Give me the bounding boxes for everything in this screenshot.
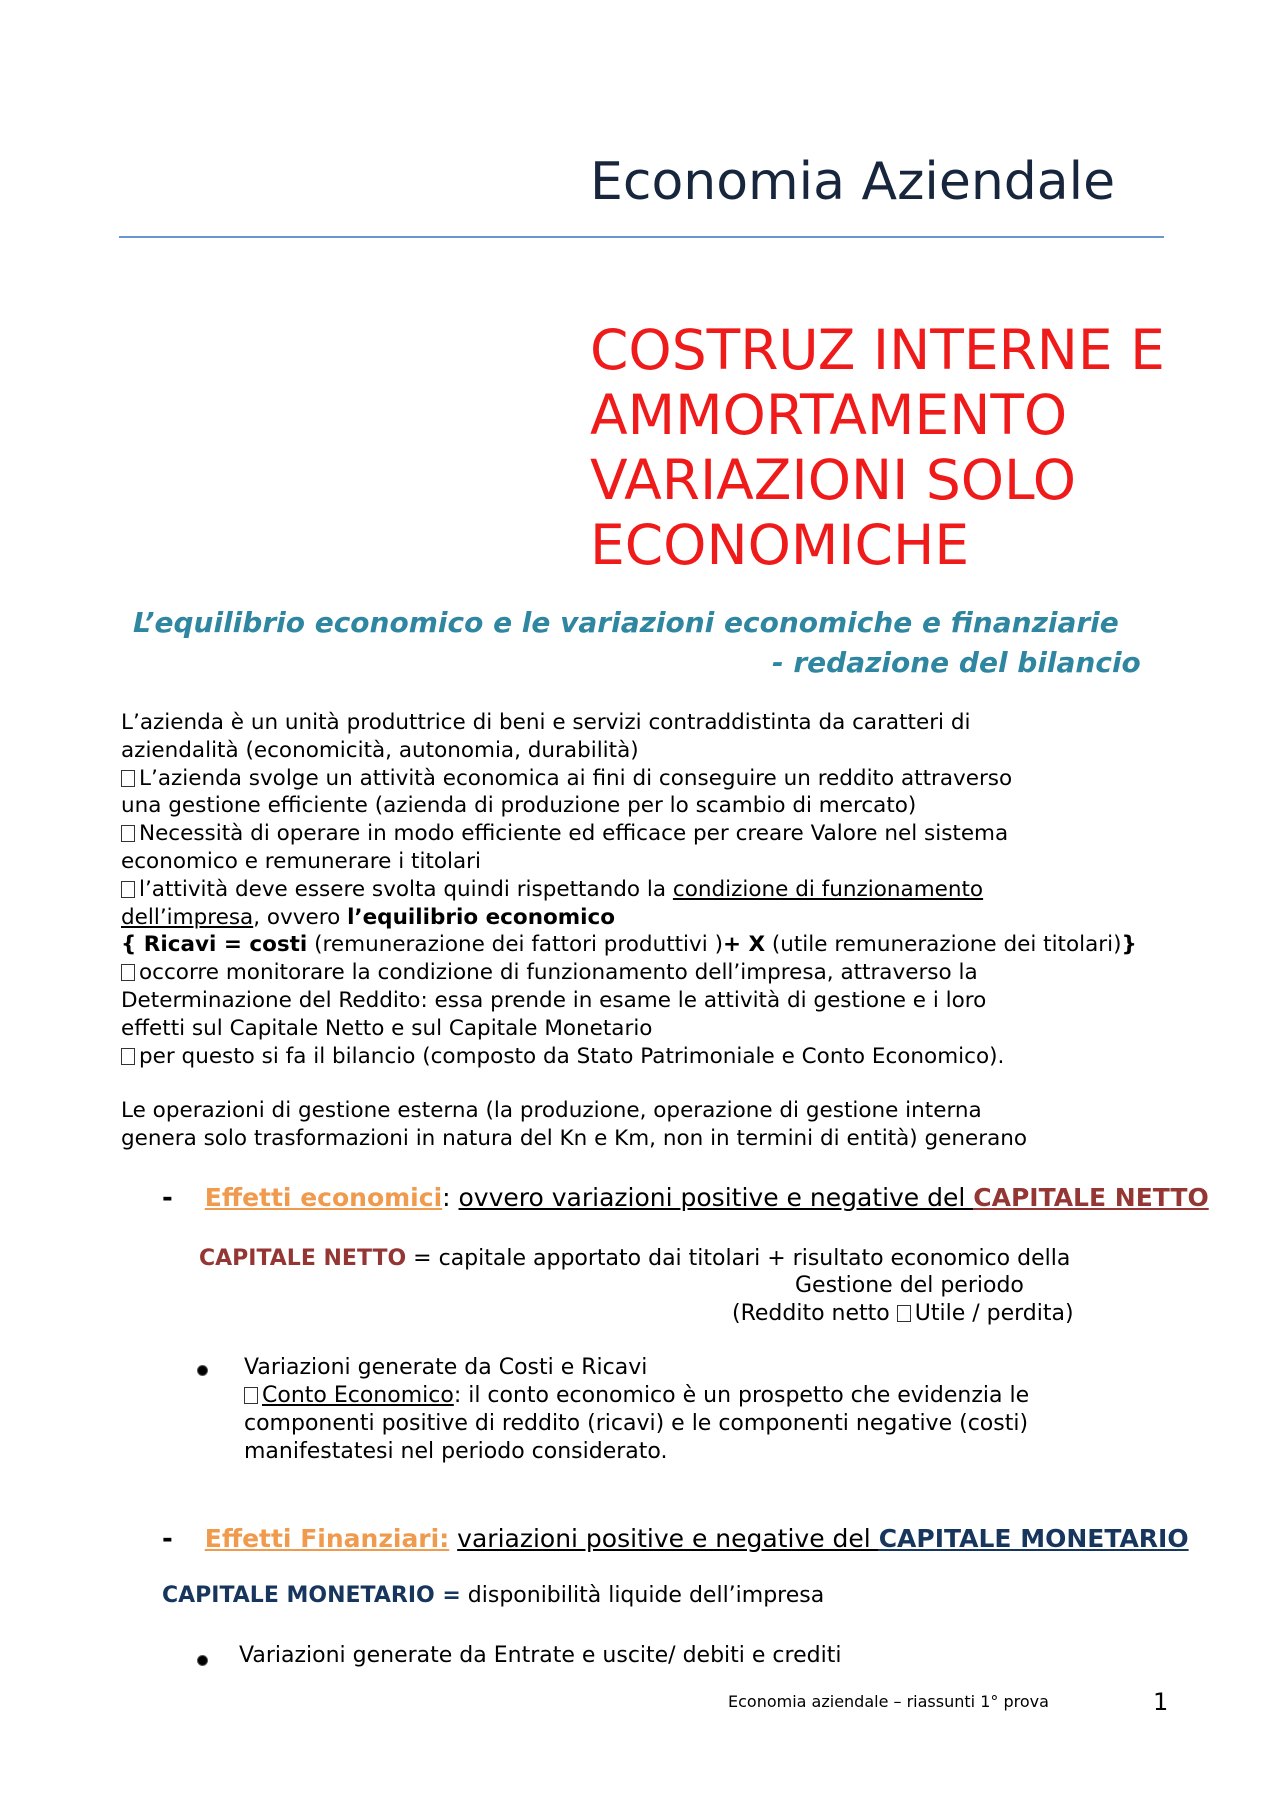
bullet-icon [197,1655,208,1666]
underlined-term: condizione di funzionamento [672,876,984,902]
definition-continuation: Gestione del periodo [795,1273,1024,1298]
text-line: economico e remunerare i titolari [121,848,481,874]
text-line: effetti sul Capitale Netto e sul Capitale Monetario [121,1015,653,1041]
operations-paragraph [121,1097,1027,1153]
text-line: Le operazioni di gestione esterna (la produzione, operazione di gestione interna [121,1098,982,1123]
text-line: Determinazione del Reddito: essa prende in esame le attività di gestione e i loro [121,987,987,1013]
text-line: occorre monitorare la condizione di funzionamento dell’impresa, attraverso la [121,959,1137,987]
text-line: Necessità di operare in modo efficiente ed efficace per creare Valore nel sistema [121,820,1137,848]
text-line: genera solo trasformazioni in natura del Kn e Km, non in termini di entità) generano [121,1125,1028,1151]
subject-title [590,318,1165,578]
bullet-item: Variazioni generate da Costi e Ricavi Conto Economico: il conto economico è un prospetto che evidenzia le componenti positive di reddito (ricavi) e le componenti negative (costi) manifestatesi nel periodo considerato. [244,1355,1030,1464]
dash-marker: - [162,1183,173,1213]
arrow-icon [121,881,135,898]
arrow-icon [121,964,135,981]
financial-effects-label: Effetti Finanziari: [204,1524,450,1553]
text-line: L’azienda è un unità produttrice di beni e servizi contraddistinta da caratteri di [121,710,971,735]
economic-effects-label: Effetti economici [204,1183,443,1212]
subject-line: ECONOMICHE [590,513,970,577]
financial-effects-heading: - Effetti Finanziari: variazioni positive e negative del CAPITALE MONETARIO [162,1524,1189,1554]
dash-marker: - [162,1524,173,1554]
arrow-icon [897,1305,911,1322]
bold-term: l’equilibrio economico [347,904,616,930]
intro-paragraph [121,709,1137,1070]
text-line: una gestione efficiente (azienda di produzione per lo scambio di mercato) [121,793,917,819]
underlined-term: dell’impresa [121,904,254,930]
page-number: 1 [1153,1688,1169,1716]
bullet-icon [197,1365,208,1376]
page-title: Economia Aziendale [590,152,1116,212]
arrow-icon [244,1387,258,1404]
subtitle-line-1: L’equilibrio economico e le variazioni economiche e finanziarie [133,606,1119,639]
text-line: per questo si fa il bilancio (composto da Stato Patrimoniale e Conto Economico). [121,1043,1137,1071]
capitale-netto-term: CAPITALE NETTO [973,1183,1209,1212]
conto-economico-term: Conto Economico [262,1383,454,1408]
text-line: l’attività deve essere svolta quindi rispettando la condizione di funzionamento [121,876,1137,904]
subject-line: VARIAZIONI SOLO [590,448,1077,512]
subtitle-line-2: - redazione del bilancio [772,646,1141,679]
capitale-monetario-term: CAPITALE MONETARIO [878,1524,1189,1553]
formula-line: { Ricavi = costi (remunerazione dei fattori produttivi )+ X (utile remunerazione dei titolari)} [121,932,1137,958]
title-divider [119,236,1164,238]
definition-continuation: (Reddito netto Utile / perdita) [732,1301,1074,1326]
text-line: aziendalità (economicità, autonomia, durabilità) [121,737,639,763]
capitale-netto-definition: CAPITALE NETTO = capitale apportato dai titolari + risultato economico della [199,1246,1071,1271]
capitale-monetario-definition: CAPITALE MONETARIO = disponibilità liquide dell’impresa [162,1583,825,1608]
bullet-item: Variazioni generate da Entrate e uscite/ debiti e crediti [239,1643,842,1668]
subject-line: COSTRUZ INTERNE E [590,318,1165,382]
footer-text: Economia aziendale – riassunti 1° prova [728,1692,1049,1711]
subject-line: AMMORTAMENTO [590,383,1068,447]
economic-effects-heading: - Effetti economici: ovvero variazioni positive e negative del CAPITALE NETTO [162,1183,1209,1213]
arrow-icon [121,825,135,842]
arrow-icon [121,770,135,787]
arrow-icon [121,1048,135,1065]
text-line: dell’impresa, ovvero l’equilibrio economico [121,904,616,930]
text-line: L’azienda svolge un attività economica ai fini di conseguire un reddito attraverso [121,765,1137,793]
